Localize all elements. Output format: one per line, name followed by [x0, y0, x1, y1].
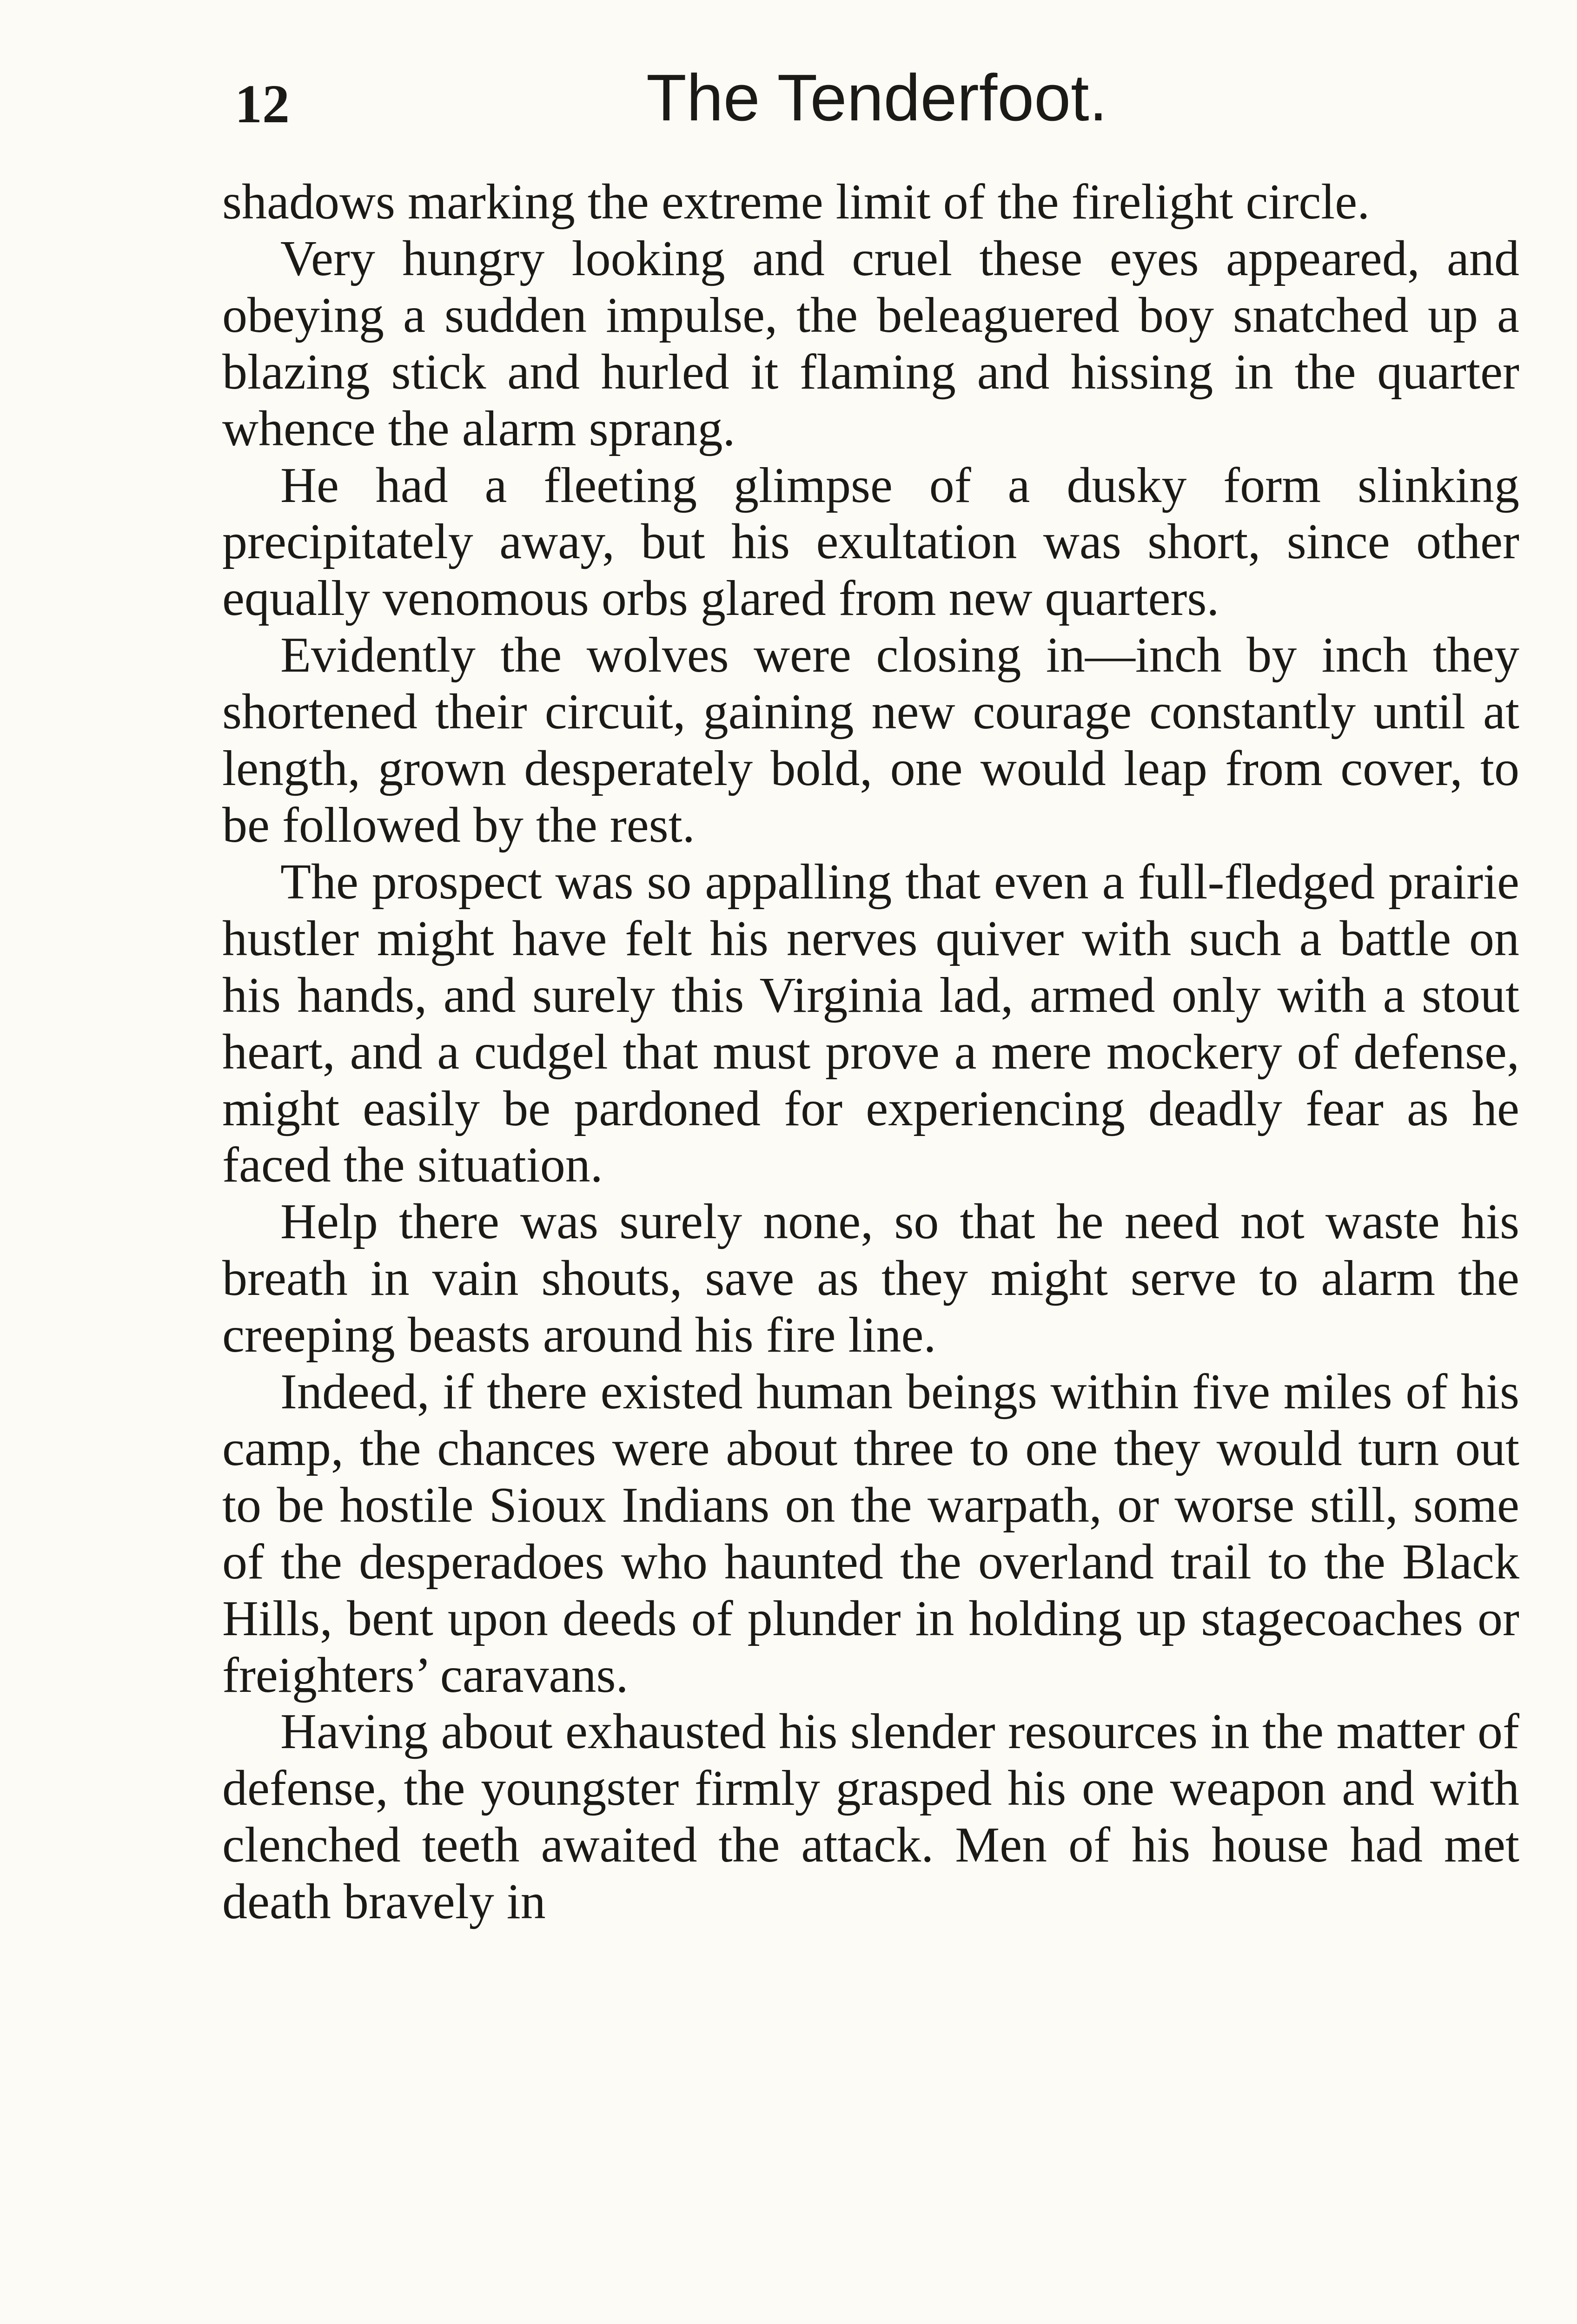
- paragraph: Evidently the wolves were closing in—inch by inch they shortened their circuit, gaining new courage constantly until at length, grown desperately bold, one would leap from cover, to be followed by the rest.: [222, 627, 1519, 853]
- paragraph: The prospect was so appalling that even a full-fledged prairie hustler might have felt his nerves quiver with such a battle on his hands, and surely this Virginia lad, armed only with a stout heart, and a cudgel that must prove a mere mockery of defense, might easily be pardoned for experiencing deadly fear as he faced the situation.: [222, 854, 1519, 1193]
- paragraph: Very hungry looking and cruel these eyes appeared, and obeying a sudden impulse, the beleaguered boy snatched up a blazing stick and hurled it flaming and hissing in the quarter whence the alarm sprang.: [222, 231, 1519, 456]
- running-title: The Tenderfoot.: [646, 61, 1108, 135]
- paragraph: Help there was surely none, so that he need not waste his breath in vain shouts, save as they might serve to alarm the creeping beasts around his fire line.: [222, 1194, 1519, 1363]
- body-text: [222, 174, 1519, 1930]
- paragraph: He had a fleeting glimpse of a dusky form slinking precipitately away, but his exultation was short, since other equally venomous orbs glared from new quarters.: [222, 457, 1519, 627]
- paragraph: Having about exhausted his slender resources in the matter of defense, the youngster firmly grasped his one weapon and with clenched teeth awaited the attack. Men of his house had met death bravely in: [222, 1704, 1519, 1930]
- page-number: 12: [235, 73, 290, 134]
- paragraph: Indeed, if there existed human beings within five miles of his camp, the chances were about three to one they would turn out to be hostile Sioux Indians on the warpath, or worse still, some of the desperadoes who haunted the overland trail to the Black Hills, bent upon deeds of plunder in holding up stagecoaches or freighters’ caravans.: [222, 1364, 1519, 1703]
- paragraph: shadows marking the extreme limit of the firelight circle.: [222, 174, 1370, 230]
- running-head: [0, 61, 1577, 139]
